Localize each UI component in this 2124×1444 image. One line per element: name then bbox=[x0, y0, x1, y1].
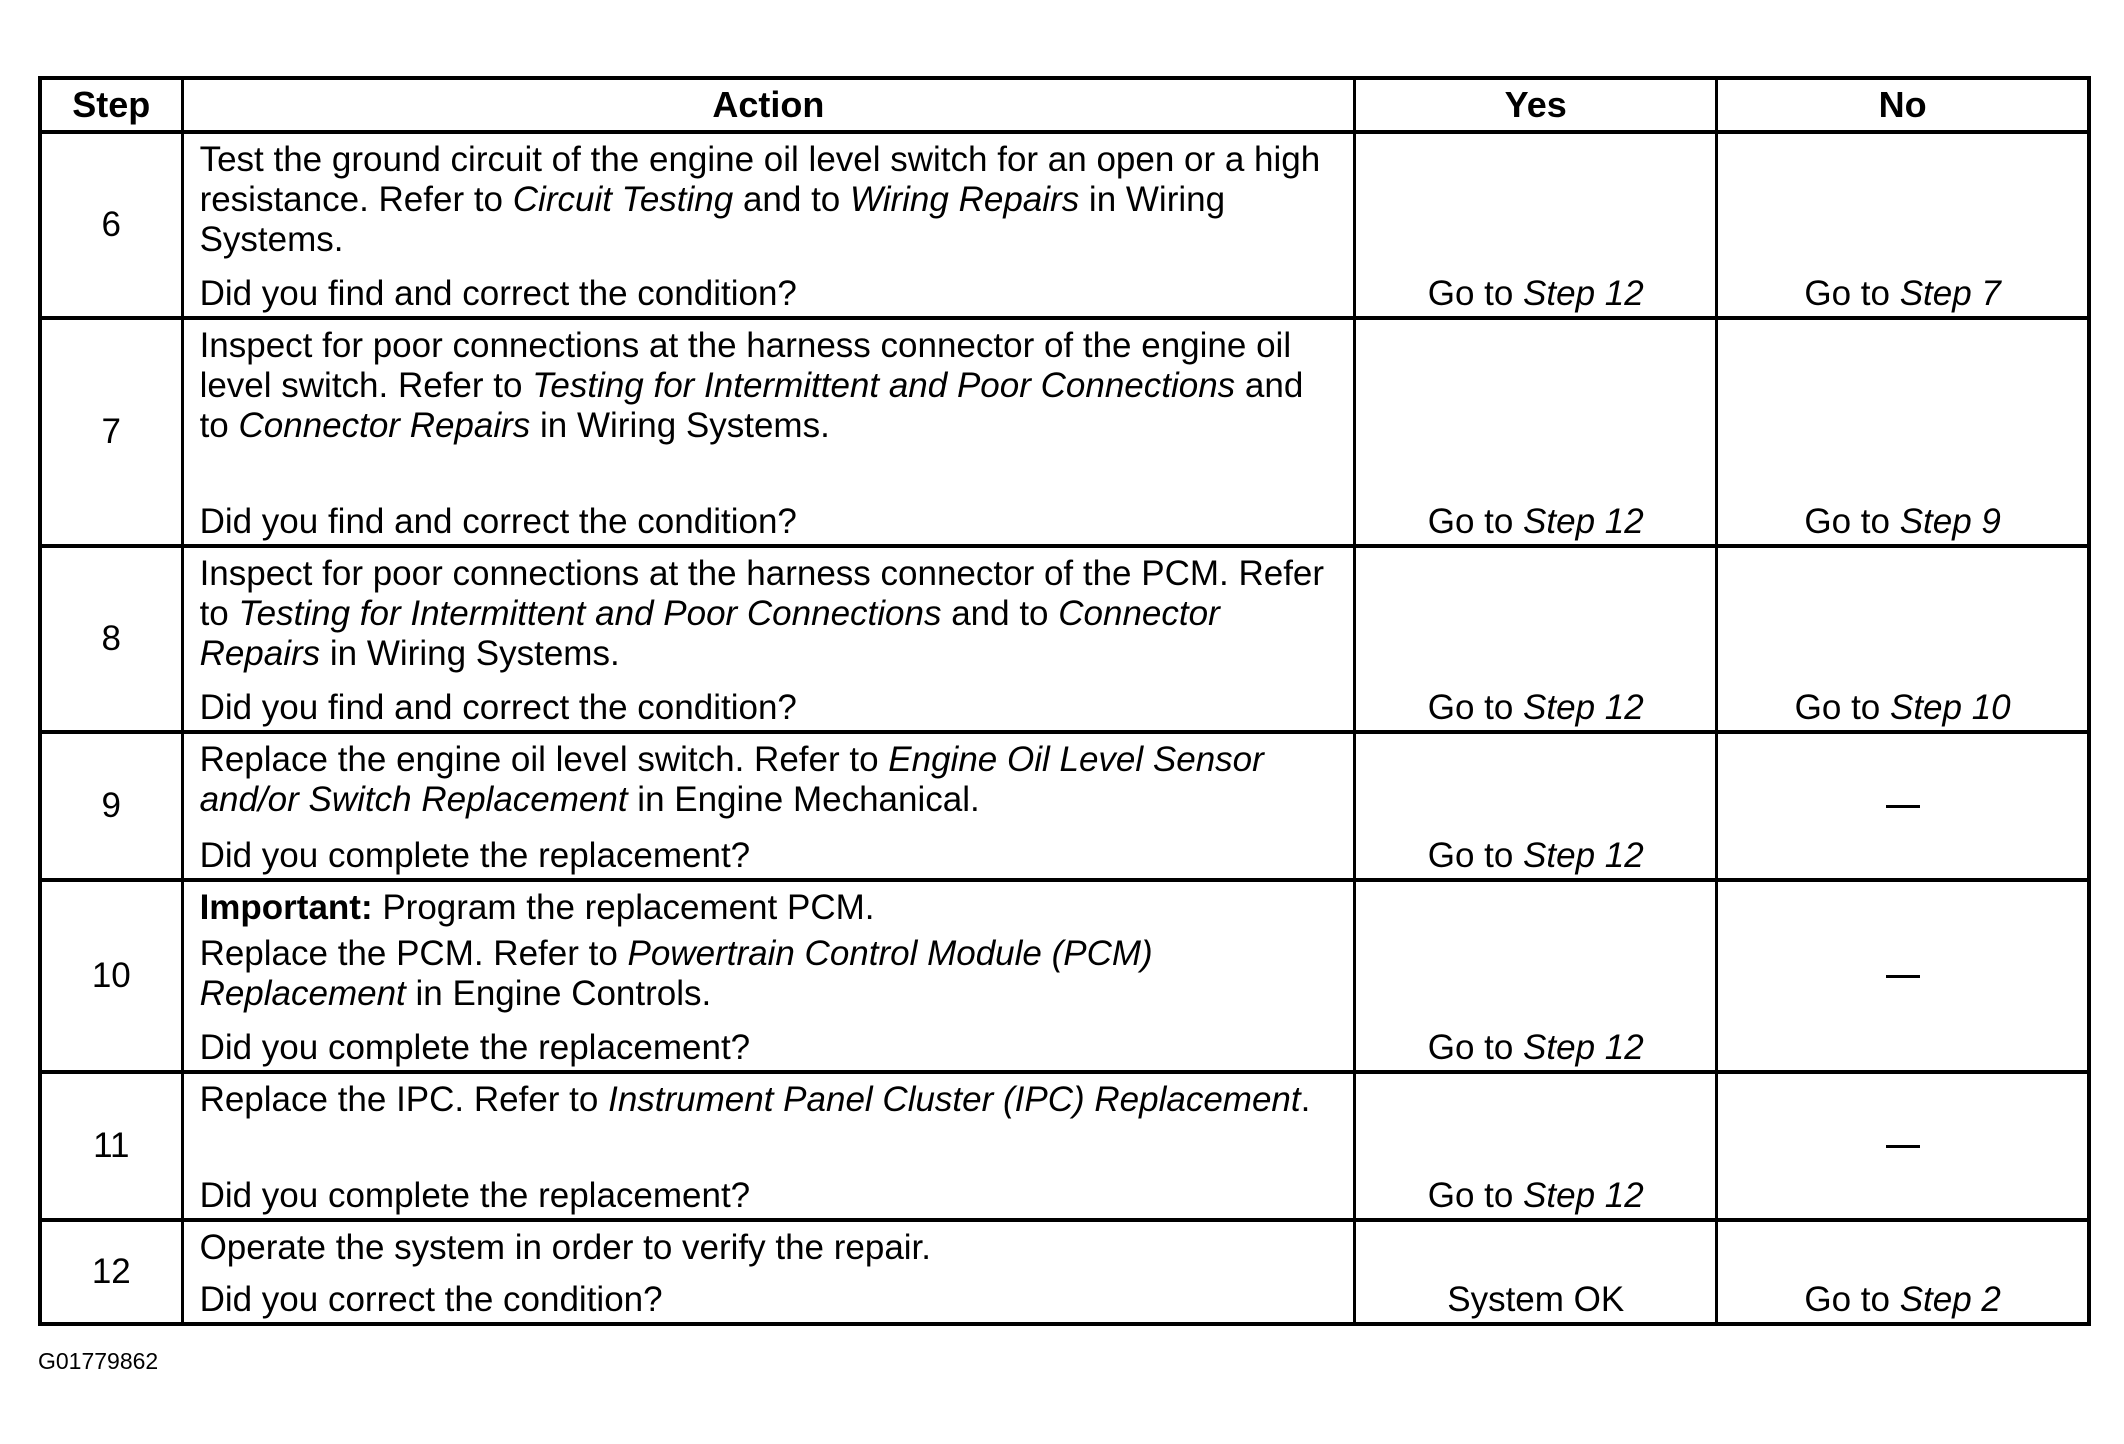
important-text: Program the replacement PCM. bbox=[372, 888, 875, 927]
yes-result bbox=[1355, 732, 1717, 880]
no-step-link[interactable]: Step 9 bbox=[1899, 502, 2001, 541]
no-result bbox=[1717, 546, 2089, 732]
action-text bbox=[200, 740, 1340, 820]
action-cell bbox=[182, 1072, 1355, 1220]
table-row bbox=[40, 546, 2089, 732]
table-row bbox=[40, 880, 2089, 1072]
action-text-segment: Replace the engine oil level switch. Refer to bbox=[199, 740, 889, 779]
yes-result bbox=[1355, 1220, 1717, 1324]
action-text bbox=[200, 140, 1340, 260]
action-question: Did you find and correct the condition? bbox=[199, 274, 797, 313]
action-content bbox=[200, 554, 1340, 728]
action-cell bbox=[182, 546, 1355, 732]
yes-result bbox=[1355, 132, 1717, 318]
action-content bbox=[200, 326, 1340, 542]
no-step-link[interactable]: Step 10 bbox=[1889, 688, 2011, 727]
yes-text: System OK bbox=[1447, 1280, 1625, 1319]
action-instructions bbox=[200, 554, 1340, 674]
action-question: Did you correct the condition? bbox=[199, 1280, 663, 1319]
no-result bbox=[1717, 1072, 2089, 1220]
action-text bbox=[200, 1080, 1340, 1120]
header-yes: Yes bbox=[1355, 78, 1717, 132]
yes-step-link[interactable]: Step 12 bbox=[1523, 836, 1644, 875]
action-text bbox=[200, 1228, 1340, 1268]
action-content bbox=[200, 740, 1340, 876]
yes-prefix: Go to bbox=[1427, 688, 1524, 727]
action-text bbox=[200, 554, 1340, 674]
no-result bbox=[1717, 318, 2089, 546]
step-number: 6 bbox=[40, 132, 182, 318]
em-dash bbox=[1886, 805, 1920, 808]
no-step-link[interactable]: Step 2 bbox=[1899, 1280, 2001, 1319]
action-cell bbox=[182, 318, 1355, 546]
step-number: 11 bbox=[40, 1072, 182, 1220]
action-instructions bbox=[200, 326, 1340, 446]
action-question: Did you complete the replacement? bbox=[199, 836, 751, 875]
yes-result bbox=[1355, 546, 1717, 732]
em-dash bbox=[1886, 975, 1920, 978]
header-step: Step bbox=[40, 78, 182, 132]
yes-prefix: Go to bbox=[1427, 1028, 1524, 1067]
yes-step-link[interactable]: Step 12 bbox=[1523, 1028, 1644, 1067]
no-step-link[interactable]: Step 7 bbox=[1899, 274, 2001, 313]
action-text-segment: . bbox=[1300, 1080, 1311, 1119]
action-instructions bbox=[200, 888, 1340, 1014]
reference-title: Engine Oil Level Sensor and/or Switch Replacement bbox=[199, 740, 1264, 819]
no-prefix: Go to bbox=[1804, 274, 1900, 313]
em-dash bbox=[1886, 1145, 1920, 1148]
reference-title: Instrument Panel Cluster (IPC) Replacement bbox=[608, 1080, 1301, 1119]
no-result bbox=[1717, 132, 2089, 318]
reference-title: Wiring Repairs bbox=[850, 180, 1080, 219]
yes-step-link[interactable]: Step 12 bbox=[1523, 502, 1644, 541]
action-question: Did you complete the replacement? bbox=[199, 1028, 751, 1067]
reference-title: Testing for Intermittent and Poor Connections bbox=[238, 594, 942, 633]
header-action: Action bbox=[182, 78, 1355, 132]
important-label: Important: bbox=[199, 888, 373, 927]
yes-result bbox=[1355, 880, 1717, 1072]
action-cell bbox=[182, 732, 1355, 880]
no-prefix: Go to bbox=[1804, 1280, 1900, 1319]
action-text-segment: in Wiring Systems. bbox=[199, 180, 1226, 259]
yes-prefix: Go to bbox=[1427, 502, 1524, 541]
action-text-segment: Replace the IPC. Refer to bbox=[199, 1080, 609, 1119]
action-text-segment: and to bbox=[199, 366, 1304, 445]
yes-prefix: Go to bbox=[1427, 1176, 1524, 1215]
action-question: Did you find and correct the condition? bbox=[199, 502, 797, 541]
header-row bbox=[40, 78, 2089, 132]
step-number: 8 bbox=[40, 546, 182, 732]
yes-result bbox=[1355, 1072, 1717, 1220]
action-question: Did you complete the replacement? bbox=[199, 1176, 751, 1215]
action-question: Did you find and correct the condition? bbox=[199, 688, 797, 727]
yes-step-link[interactable]: Step 12 bbox=[1523, 274, 1644, 313]
figure-id: G01779862 bbox=[38, 1348, 159, 1374]
step-number: 12 bbox=[40, 1220, 182, 1324]
action-text-segment: Test the ground circuit of the engine oil level switch for an open or a high resistance. Refer to bbox=[199, 140, 1321, 219]
action-instructions bbox=[200, 140, 1340, 260]
action-instructions bbox=[200, 740, 1340, 820]
action-text-segment: and to bbox=[941, 594, 1059, 633]
action-cell bbox=[182, 132, 1355, 318]
yes-result bbox=[1355, 318, 1717, 546]
action-text-segment: in Engine Controls. bbox=[405, 974, 712, 1013]
action-text-segment: Operate the system in order to verify the repair. bbox=[199, 1228, 932, 1267]
action-text-segment: Replace the PCM. Refer to bbox=[199, 934, 628, 973]
table-row bbox=[40, 732, 2089, 880]
reference-title: Testing for Intermittent and Poor Connections bbox=[532, 366, 1236, 405]
table-row bbox=[40, 1220, 2089, 1324]
action-cell bbox=[182, 880, 1355, 1072]
table-header bbox=[40, 78, 2089, 132]
reference-title: Connector Repairs bbox=[199, 594, 1220, 673]
step-number: 10 bbox=[40, 880, 182, 1072]
action-instructions bbox=[200, 1228, 1340, 1268]
action-text-segment: and to bbox=[733, 180, 850, 219]
yes-step-link[interactable]: Step 12 bbox=[1523, 1176, 1644, 1215]
header-no: No bbox=[1717, 78, 2089, 132]
action-text-segment: in Engine Mechanical. bbox=[627, 780, 980, 819]
reference-title: Powertrain Control Module (PCM) Replacement bbox=[199, 934, 1153, 1013]
no-result bbox=[1717, 1220, 2089, 1324]
action-text bbox=[200, 326, 1340, 446]
step-number: 9 bbox=[40, 732, 182, 880]
action-instructions bbox=[200, 1080, 1340, 1120]
diagnostic-table bbox=[38, 76, 2091, 1326]
yes-prefix: Go to bbox=[1427, 836, 1524, 875]
table-row bbox=[40, 318, 2089, 546]
action-content bbox=[200, 1228, 1340, 1320]
no-result bbox=[1717, 732, 2089, 880]
table-row bbox=[40, 132, 2089, 318]
reference-title: Circuit Testing bbox=[512, 180, 734, 219]
action-content bbox=[200, 140, 1340, 314]
action-text-segment: Inspect for poor connections at the harness connector of the engine oil level switch. Refer to bbox=[199, 326, 1292, 405]
reference-title: Connector Repairs bbox=[238, 406, 531, 445]
no-result bbox=[1717, 880, 2089, 1072]
step-number: 7 bbox=[40, 318, 182, 546]
table-body bbox=[40, 132, 2089, 1324]
important-note bbox=[200, 888, 1340, 928]
action-text-segment: Inspect for poor connections at the harness connector of the PCM. Refer to bbox=[199, 554, 1325, 633]
table-row bbox=[40, 1072, 2089, 1220]
action-text-segment: in Wiring Systems. bbox=[320, 634, 620, 673]
no-prefix: Go to bbox=[1794, 688, 1890, 727]
yes-prefix: Go to bbox=[1427, 274, 1524, 313]
action-cell bbox=[182, 1220, 1355, 1324]
action-text bbox=[200, 934, 1340, 1014]
action-content bbox=[200, 888, 1340, 1068]
action-content bbox=[200, 1080, 1340, 1216]
no-prefix: Go to bbox=[1804, 502, 1900, 541]
action-text-segment: in Wiring Systems. bbox=[530, 406, 830, 445]
yes-step-link[interactable]: Step 12 bbox=[1523, 688, 1644, 727]
